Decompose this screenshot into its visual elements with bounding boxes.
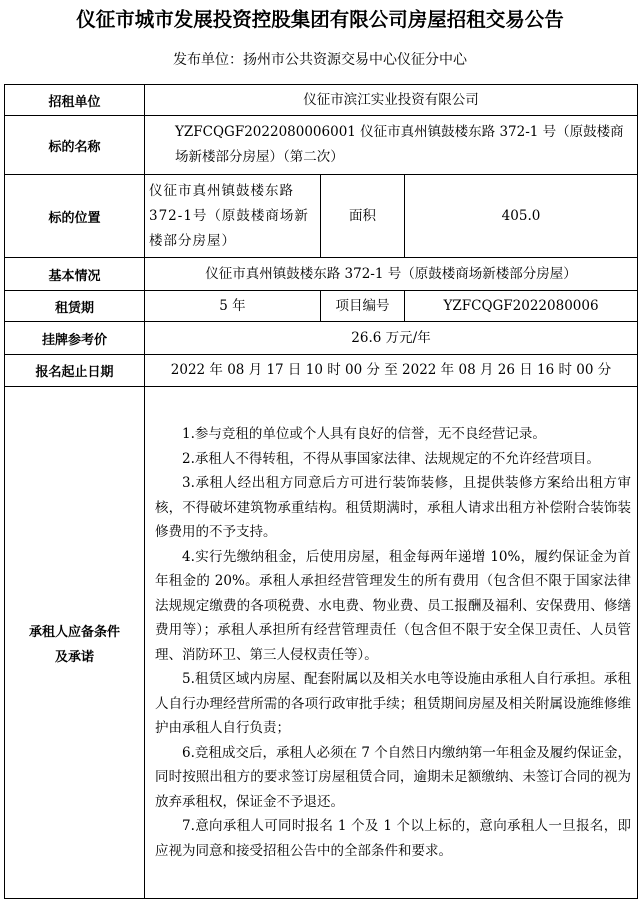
conditions-label xyxy=(5,387,145,899)
row-term xyxy=(5,291,638,322)
condition-item-4: 4.实行先缴纳租金，后使用房屋，租金每两年递增 10%，履约保证金为首年租金的 20%。承租人承担经营管理发生的所有费用（包含但不限于国家法律法规规定缴费的各项税费、水电费、物业费、员工报酬及福利、安保费用、修缮费用等）；承租人承担所有经营管理责任（包含但不限于安全保卫责任、人员管理、消防环卫、第三人侵权责任等）。 xyxy=(155,548,632,663)
row-price xyxy=(5,322,638,355)
condition-item-6: 6.竞租成交后，承租人必须在 7 个自然日内缴纳第一年租金及履约保证金，同时按照出租方的要求签订房屋租赁合同，逾期未足额缴纳、未签订合同的视为放弃承租权，保证金不予退还。 xyxy=(155,744,632,810)
announcement-table xyxy=(4,84,638,899)
row-basic xyxy=(5,258,638,291)
row-name xyxy=(5,116,638,175)
location-value: 仪征市真州镇鼓楼东路372-1号（原鼓楼商场新楼部分房屋） xyxy=(145,175,321,258)
conditions-label-line1: 承租人应备条件 xyxy=(28,624,120,640)
condition-item-2: 2.承租人不得转租，不得从事国家法律、法规规定的不允许经营项目。 xyxy=(182,450,600,467)
basic-value: 仪征市真州镇鼓楼东路 372-1 号（原鼓楼商场新楼部分房屋） xyxy=(145,258,638,291)
name-label: 标的名称 xyxy=(5,116,145,175)
project-label: 项目编号 xyxy=(321,291,405,322)
term-value: 5 年 xyxy=(145,291,321,322)
publisher-line: 发布单位：扬州市公共资源交易中心仪征分中心 xyxy=(173,52,467,68)
row-conditions xyxy=(5,387,638,899)
term-label: 租赁期 xyxy=(5,291,145,322)
location-label: 标的位置 xyxy=(5,175,145,258)
project-value: YZFCQGF2022080006 xyxy=(405,291,638,322)
page-title: 仪征市城市发展投资控股集团有限公司房屋招租交易公告 xyxy=(76,8,564,31)
condition-item-5: 5.租赁区域内房屋、配套附属以及相关水电等设施由承租人自行承担。承租人自行办理经营所需的各项行政审批手续；租赁期间房屋及相关附属设施维修维护由承租人自行负责； xyxy=(155,671,632,736)
basic-label: 基本情况 xyxy=(5,258,145,291)
dates-value: 2022 年 08 月 17 日 10 时 00 分 至 2022 年 08 月 26 日 16 时 00 分 xyxy=(145,355,638,387)
row-unit xyxy=(5,85,638,116)
row-dates xyxy=(5,355,638,387)
area-label: 面积 xyxy=(321,175,405,258)
dates-label: 报名起止日期 xyxy=(5,355,145,387)
row-location xyxy=(5,175,638,258)
condition-item-1: 1.参与竞租的单位或个人具有良好的信誉，无不良经营记录。 xyxy=(182,426,546,442)
price-value: 26.6 万元/年 xyxy=(145,322,638,355)
area-value: 405.0 xyxy=(405,175,638,258)
conditions-list xyxy=(145,387,638,899)
unit-value: 仪征市滨江实业投资有限公司 xyxy=(145,85,638,116)
conditions-label-line2: 及承诺 xyxy=(54,649,94,665)
name-value: YZFCQGF2022080006001 仪征市真州镇鼓楼东路 372-1 号（原鼓楼商场新楼部分房屋）（第二次） xyxy=(145,116,638,175)
unit-label: 招租单位 xyxy=(5,85,145,116)
price-label: 挂牌参考价 xyxy=(5,322,145,355)
condition-item-7: 7.意向承租人可同时报名 1 个及 1 个以上标的，意向承租人一旦报名，即应视为同意和接受招租公告中的全部条件和要求。 xyxy=(155,818,632,859)
condition-item-3: 3.承租人经出租方同意后方可进行装饰装修，且提供装修方案给出租方审核，不得破坏建筑物承重结构。租赁期满时，承租人请求出租方补偿附合装饰装修费用的不予支持。 xyxy=(155,475,632,540)
